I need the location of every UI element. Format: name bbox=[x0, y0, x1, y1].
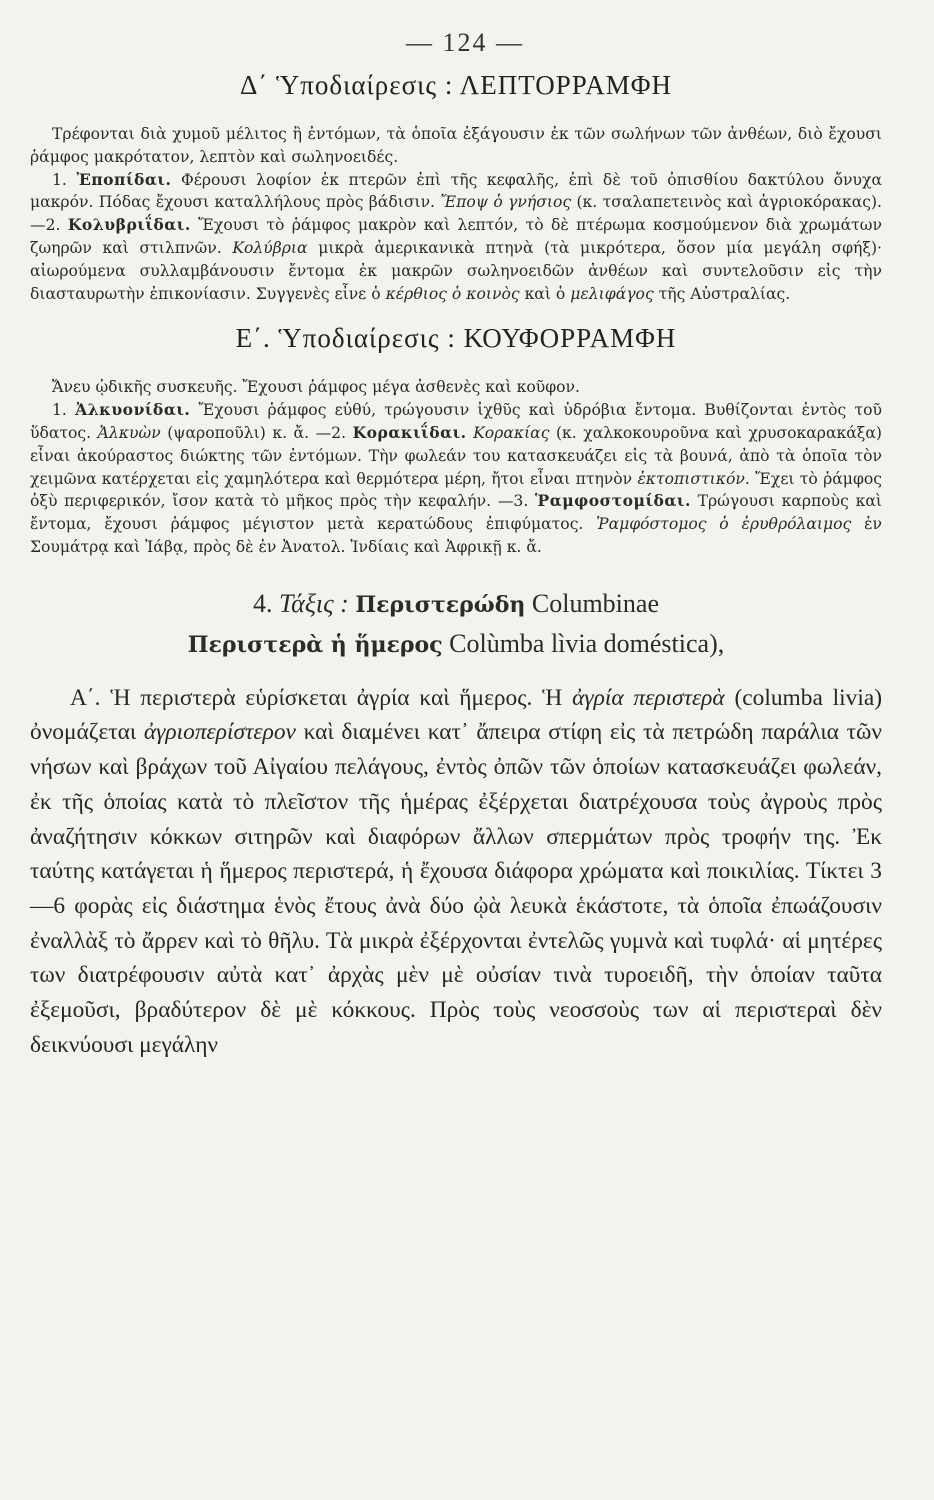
main-italic-term: ἀγρία περιστερὰ bbox=[572, 684, 725, 711]
section-d-intro: Τρέφονται διὰ χυμοῦ μέλιτος ἢ ἐντόμων, τὰ ὁποῖα ἐξάγουσιν ἐκ τῶν σωλήνων τῶν ἀνθέων, διὸ ἔχουσι ῥάμφος μακρότατον, λεπτὸν καὶ σωληνοειδές. bbox=[30, 125, 882, 166]
family-name-korakiidae: Κορακιΐδαι. bbox=[352, 422, 467, 442]
main-text-rest: καὶ διαμένει κατ᾽ ἄπειρα στίφη εἰς τὰ πετρώδη παράλια τῶν νήσων καὶ βράχων τοῦ Αἰγαίου πελάγους, ἐντὸς ὀπῶν τῶν ὁποίων κατασκευάζει φωλεάν, ἐκ τῆς ὁποίας κατὰ τὸ πλεῖστον τῆς ἡμέρας ἐξέρχεται διατρέχουσα τοὺς ἀγροὺς πρὸς ἀναζήτησιν κόκκων σιτηρῶν καὶ διαφόρων ἄλλων σπερμάτων πρὸς τροφήν της. Ἐκ ταύτης κατάγεται ἡ ἥμερος περιστερά, ἡ ἔχουσα διάφορα χρώματα καὶ ποικιλίας. Τίκτει 3—6 φορὰς εἰς διάστημα ἑνὸς ἔτους ἀνὰ δύο ᾠὰ λευκὰ ἑκάστοτε, τὰ ὁποῖα ἐπωάζουσιν ἐναλλὰξ τὸ ἄρρεν καὶ τὸ θῆλυ. Τὰ μικρὰ ἐξέρχονται ἐντελῶς γυμνὰ καὶ τυφλά· αἱ μητέρες των διατρέφουσιν αὐτὰ κατ᾽ ἀρχὰς μὲν μὲ οὐσίαν τινὰ τυροειδῆ, τὴν ὁποίαν ταῦτα ἐξεμοῦσι, βραδύτερον δὲ μὲ κόκκους. Πρὸς τοὺς νεοσσοὺς των αἱ περιστεραὶ δὲν δεικνύουσι μεγάλην bbox=[30, 719, 882, 1058]
family-description: Τρώγουσι καρποὺς καὶ ἔντομα, ἔχουσι ῥάμφος μέγιστον μετὰ κερατώδους ἐπιφύματος. bbox=[30, 492, 882, 534]
main-paragraph bbox=[30, 681, 882, 1063]
example-note: (ψαροποῦλι) κ. ἄ. — bbox=[160, 423, 332, 442]
main-text-mid: (columba livia) ὀνομάζεται bbox=[30, 684, 882, 746]
family-name-epopidae: Ἐποπίδαι. bbox=[76, 169, 172, 189]
example-species: Ἔποψ ὁ γνήσιος bbox=[440, 193, 572, 212]
family-name-ramfostomidae: Ῥαμφοστομίδαι. bbox=[535, 491, 691, 511]
fam-num: 3. bbox=[513, 492, 529, 511]
family-description: Φέρουσι λοφίον ἐκ πτερῶν ἐπὶ τῆς κεφαλῆς, ἐπὶ δὲ τοῦ ὀπισθίου δακτύλου ὄνυχα μακρόν. Πόδας ἔχουσι καταλλήλους πρὸς βάδισιν. bbox=[30, 170, 882, 212]
related-species: κέρθιος ὁ κοινὸς bbox=[385, 284, 520, 303]
paragraph-end: ἐν Σουμάτρᾳ καὶ Ἰάβᾳ, πρὸς δὲ ἐν Ἀνατολ. Ἰνδίαις καὶ Ἀφρικῇ κ. ἄ. bbox=[30, 515, 882, 556]
main-italic-term: ἀγριοπερίστερον bbox=[143, 719, 296, 746]
family-description: . Ἔχει τὸ ῥάμφος ὀξὺ περιφερικόν, ἴσον κατὰ τὸ μῆκος πρὸς τὴν κεφαλήν. — bbox=[30, 469, 882, 511]
main-text-start: Α΄. Ἡ περιστερὰ εὑρίσκεται ἀγρία καὶ ἥμερος. Ἡ bbox=[70, 684, 563, 711]
family-description: Ἔχουσι ῥάμφος εὐθύ, τρώγουσιν ἰχθῦς καὶ ὑδρόβια ἔντομα. Βυθίζονται ἐντὸς τοῦ ὕδατος. bbox=[30, 401, 882, 442]
example-species: Ῥαμφόστομος ὁ ἐρυθρόλαιμος bbox=[596, 515, 852, 534]
family-description: μικρὰ ἀμερικανικὰ πτηνὰ (τὰ μικρότερα, ὅσον μία μεγάλη σφήξ)· αἰωρούμενα συλλαμβάνουσιν ἔντομα ἐκ μακρῶν σωληνοειδῶν ἀνθέων καὶ συντελοῦσιν εἰς τὴν διασταυρωτὴν ἐπικονίασιν. Συγγενὲς εἶνε ὁ bbox=[30, 238, 883, 303]
conjunction: καὶ ὁ bbox=[519, 284, 566, 303]
species-name-latin: Colùmba lìvia doméstica), bbox=[449, 628, 725, 658]
fam-num: 1. bbox=[52, 170, 67, 189]
order-heading bbox=[30, 589, 882, 619]
order-number: 4. bbox=[253, 588, 273, 618]
example-species: Κορακίας bbox=[473, 423, 550, 442]
fam-num: 2. bbox=[45, 216, 61, 235]
order-name-latin: Columbinae bbox=[531, 588, 659, 618]
term: ἐκτοπιστικόν bbox=[637, 469, 745, 488]
paragraph-end: τῆς Αὐστραλίας. bbox=[653, 284, 791, 303]
species-heading bbox=[30, 629, 882, 659]
order-label: Τάξις : bbox=[279, 588, 349, 618]
section-d-paragraph bbox=[30, 123, 882, 305]
fam-num: 2. bbox=[331, 423, 347, 442]
section-e-intro: Ἄνευ ᾠδικῆς συσκευῆς. Ἔχουσι ῥάμφος μέγα ἀσθενὲς καὶ κοῦφον. bbox=[52, 378, 580, 397]
example-species: Ἀλκυὼν bbox=[97, 423, 161, 442]
species-name-greek: Περιστερὰ ἡ ἥμερος bbox=[187, 631, 443, 658]
example-note: (κ. τσαλαπετεινὸς καὶ ἀγριοκόρακας). — bbox=[30, 193, 883, 235]
related-species: μελιφάγος bbox=[570, 284, 654, 303]
section-e-paragraph bbox=[30, 376, 882, 558]
example-species: Κολύβρια bbox=[232, 238, 308, 257]
section-e-heading: Ε΄. Ὑποδιαίρεσις : ΚΟΥΦΟΡΡΑΜΦΗ bbox=[235, 323, 677, 354]
family-name-kolyvriidae: Κολυβριΐδαι. bbox=[67, 215, 191, 235]
family-description: (κ. χαλκοκουροῦνα καὶ χρυσοκαρακάξα) εἶναι ἀκούραστος διώκτης τῶν ἐντόμων. Τὴν φωλεάν του κατασκευάζει εἰς τὰ βουνά, ἀπὸ τὰ ὁποῖα τὸν χειμῶνα κατέρχεται εἰς χαμηλότερα καὶ θερμότερα μέρη, ἤτοι εἶναι πτηνὸν bbox=[30, 423, 882, 488]
order-name-greek: Περιστερώδη bbox=[355, 591, 526, 618]
family-name-alkyonidae: Ἀλκυονίδαι. bbox=[75, 400, 191, 420]
family-description: Ἔχουσι τὸ ῥάμφος μακρὸν καὶ λεπτόν, τὸ δὲ πτέρωμα κοσμούμενον διὰ χρωμάτων ζωηρῶν καὶ στιλπνῶν. bbox=[30, 216, 882, 257]
page-number: — 124 — bbox=[406, 28, 524, 57]
section-d-heading: Δ΄ Ὑποδιαίρεσις : ΛΕΠΤΟΡΡΑΜΦΗ bbox=[239, 70, 673, 100]
fam-num: 1. bbox=[52, 401, 67, 420]
